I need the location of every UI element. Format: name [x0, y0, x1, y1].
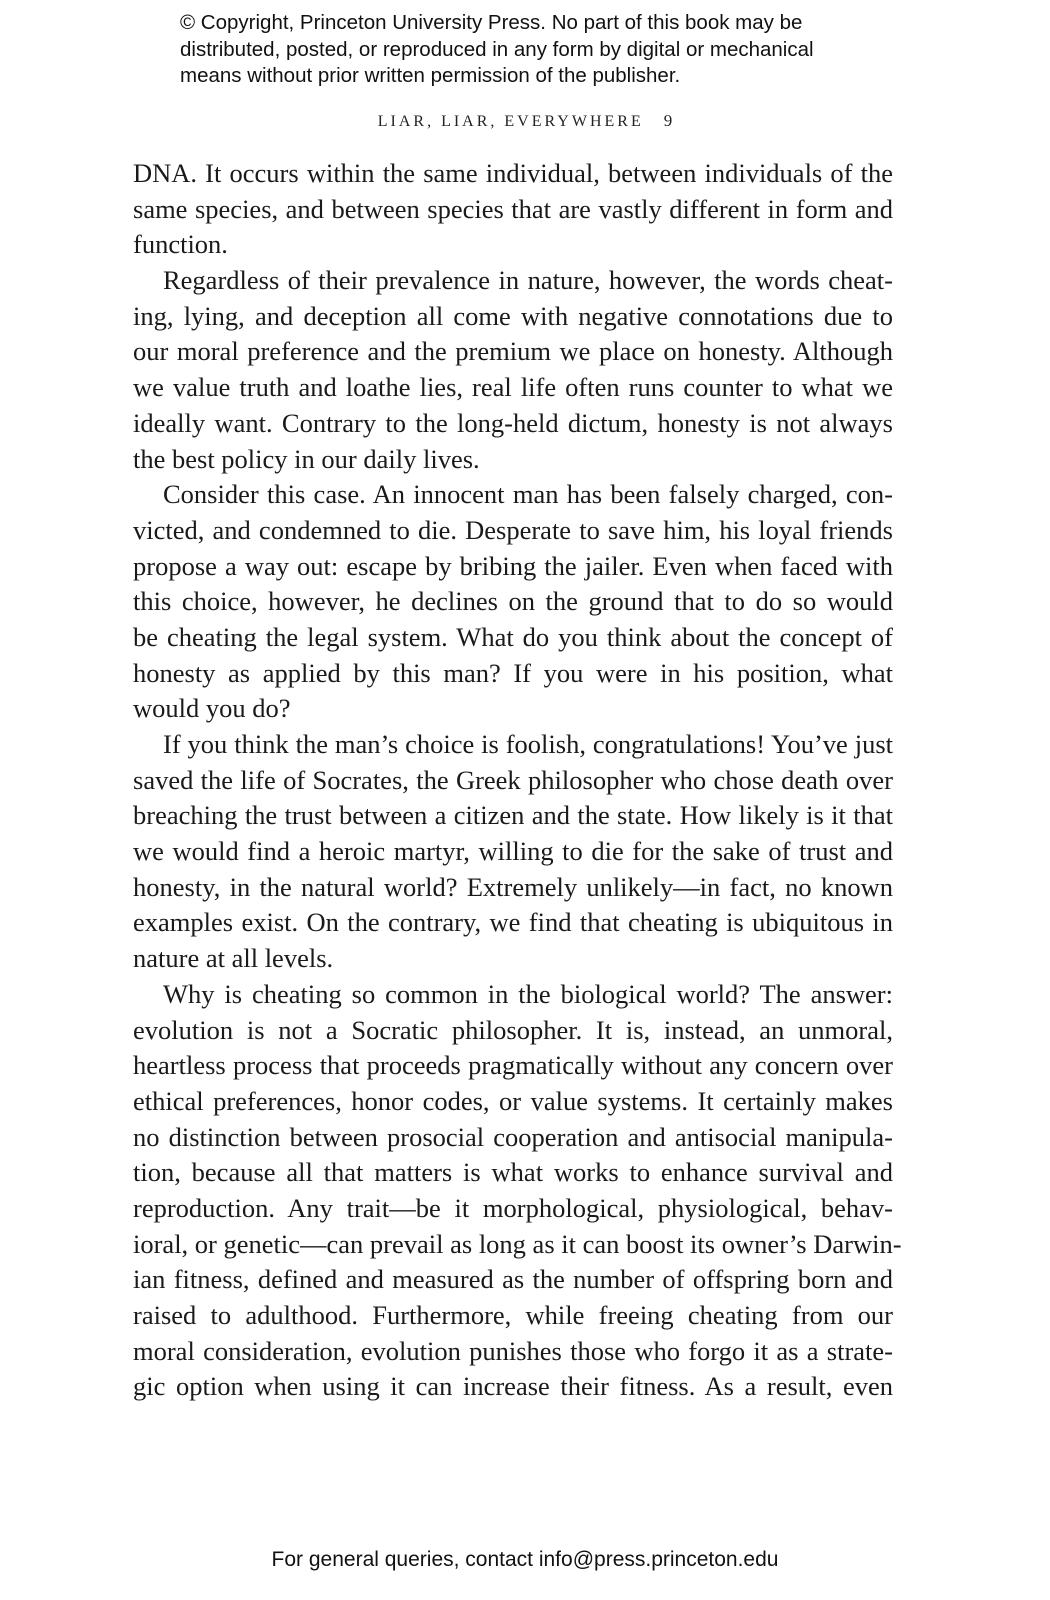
text-line: ing, lying, and deception all come with negative connotations due to	[133, 300, 893, 331]
text-line: breaching the trust between a citizen and the state. How likely is it that	[133, 800, 893, 831]
text-line: examples exist. On the contrary, we find that cheating is ubiquitous in	[133, 907, 893, 938]
text-line: same species, and between species that are vastly different in form and	[133, 193, 893, 224]
text-line: we value truth and loathe lies, real life often runs counter to what we	[133, 372, 893, 403]
text-line: we would find a heroic martyr, willing to die for the sake of trust and	[133, 836, 893, 867]
body-text	[133, 156, 902, 1405]
page-number: 9	[663, 111, 673, 130]
text-line: victed, and condemned to die. Desperate to save him, his loyal friends	[133, 514, 893, 545]
text-line: no distinction between prosocial cooperation and antisocial manipula-	[133, 1121, 893, 1152]
footer-contact: For general queries, contact info@press.princeton.edu	[271, 1548, 779, 1571]
running-head	[0, 111, 1050, 131]
text-line: Why is cheating so common in the biological world? The answer:	[163, 978, 893, 1009]
text-line: ioral, or genetic—can prevail as long as it can boost its owner’s Darwin-	[133, 1228, 902, 1259]
text-line: ideally want. Contrary to the long-held dictum, honesty is not always	[133, 407, 893, 438]
text-line: saved the life of Socrates, the Greek philosopher who chose death over	[133, 764, 893, 795]
text-line: Regardless of their prevalence in nature, however, the words cheat-	[163, 265, 893, 296]
text-line: this choice, however, he declines on the ground that to do so would	[133, 586, 893, 617]
text-line: gic option when using it can increase their fitness. As a result, even	[133, 1371, 893, 1402]
text-line: moral consideration, evolution punishes those who forgo it as a strate-	[133, 1335, 893, 1366]
text-line: raised to adulthood. Furthermore, while freeing cheating from our	[133, 1300, 893, 1330]
text-line: reproduction. Any trait—be it morphological, physiological, behav-	[133, 1192, 893, 1223]
text-line: the best policy in our daily lives.	[133, 443, 480, 474]
copyright-notice	[180, 10, 900, 90]
text-line: function.	[133, 229, 228, 260]
text-line: would you do?	[133, 693, 291, 724]
copyright-line: distributed, posted, or reproduced in any form by digital or mechanical	[180, 37, 814, 61]
text-line: honesty, in the natural world? Extremely unlikely—in fact, no known	[133, 871, 893, 902]
chapter-title: LIAR, LIAR, EVERYWHERE	[377, 113, 644, 130]
text-line: evolution is not a Socratic philosopher. It is, instead, an unmoral,	[133, 1014, 893, 1045]
text-line: If you think the man’s choice is foolish, congratulations! You’ve just	[163, 729, 893, 759]
text-line: Consider this case. An innocent man has been falsely charged, con-	[163, 479, 893, 510]
text-line: be cheating the legal system. What do you think about the concept of	[133, 621, 893, 652]
text-line: honesty as applied by this man? If you were in his position, what	[133, 657, 893, 688]
text-line: nature at all levels.	[133, 943, 334, 974]
text-line: tion, because all that matters is what works to enhance survival and	[133, 1157, 893, 1188]
text-line: propose a way out: escape by bribing the jailer. Even when faced with	[133, 550, 893, 581]
copyright-line: means without prior written permission of the publisher.	[180, 64, 681, 87]
text-line: our moral preference and the premium we place on honesty. Although	[133, 336, 893, 367]
text-line: ian fitness, defined and measured as the number of offspring born and	[133, 1264, 893, 1295]
text-line: ethical preferences, honor codes, or value systems. It certainly makes	[133, 1085, 893, 1116]
text-line: DNA. It occurs within the same individual, between individuals of the	[133, 158, 893, 188]
text-line: heartless process that proceeds pragmatically without any concern over	[133, 1050, 893, 1081]
copyright-line: © Copyright, Princeton University Press. No part of this book may be	[180, 11, 803, 34]
